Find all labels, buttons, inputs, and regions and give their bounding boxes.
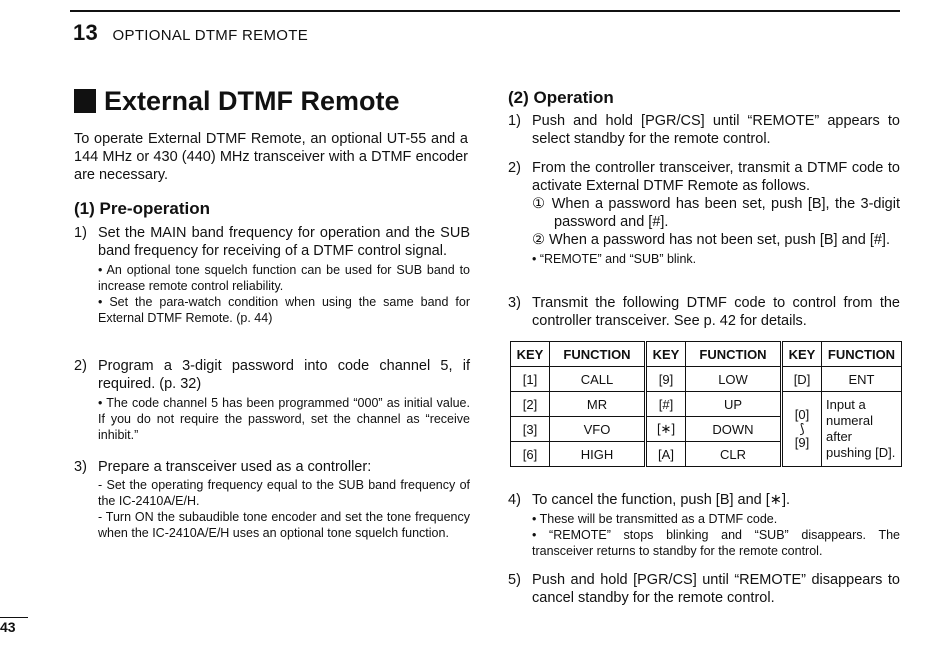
function-range-cell: Input a numeral after pushing [D].	[822, 392, 902, 467]
page-number-rule	[0, 617, 28, 618]
black-square-icon	[74, 89, 96, 113]
table-row: [3] VFO [∗] DOWN	[511, 417, 902, 442]
note: • “REMOTE” and “SUB” blink.	[532, 252, 697, 266]
op-step-5: 5) Push and hold [PGR/CS] until “REMOTE” disappears to cancel standby for the remote control.	[508, 572, 900, 606]
op-step-1: 1) Push and hold [PGR/CS] until “REMOTE” appears to select standby for the remote control.	[508, 113, 900, 147]
op-step-3: 3) Transmit the following DTMF code to control from the controller transceiver. See p. 42 for details.	[508, 295, 900, 329]
note: • These will be transmitted as a DTMF code.	[532, 512, 778, 526]
note: - Turn ON the subaudible tone encoder and set the tone frequency when the IC-2410A/E/H uses an optional tone squelch function.	[98, 510, 470, 540]
intro-text: To operate External DTMF Remote, an optional UT-55 and a 144 MHz or 430 (440) MHz transceiver with a DTMF encoder are necessary.	[74, 131, 468, 183]
preop-step-3: 3) Prepare a transceiver used as a controller: - Set the operating frequency equal to the SUB band frequency of the IC-2410A/E/H. - Turn ON the subaudible tone encoder and set the tone frequency when the IC-2410A/E/H uses an optional tone squelch function.	[74, 459, 470, 540]
operation-heading: (2) Operation	[508, 88, 614, 107]
preop-step-2: 2) Program a 3-digit password into code channel 5, if required. (p. 32) • The code channel 5 has been programmed “000” as initial value. If you do not require the password, set the channel as “receive inhibit.”	[74, 358, 470, 442]
note: • The code channel 5 has been programmed “000” as initial value. If you do not require the password, set the channel as “receive inhibit.”	[98, 396, 470, 442]
note: - Set the operating frequency equal to the SUB band frequency of the IC-2410A/E/H.	[98, 478, 470, 508]
top-rule	[70, 10, 900, 12]
note: • An optional tone squelch function can be used for SUB band to increase remote control reliability.	[98, 263, 470, 293]
table-row: [2] MR [#] UP [0] ⟆ [9] Input a numeral after pushing [D].	[511, 392, 902, 417]
chapter-header	[73, 20, 308, 46]
section-title: External DTMF Remote	[74, 86, 400, 117]
table-header-row: KEY FUNCTION KEY FUNCTION KEY FUNCTION	[511, 342, 902, 367]
note: • Set the para-watch condition when using the same band for External DTMF Remote. (p. 44)	[98, 295, 470, 325]
key-range-cell: [0] ⟆ [9]	[782, 392, 822, 467]
preop-step-1: 1) Set the MAIN band frequency for operation and the SUB band frequency for receiving of a DTMF control signal. • An optional tone squelch function can be used for SUB band to increase remote control reliability. • Set the para-watch condition when using the same band for External DTMF Remote. (p. 44)	[74, 225, 470, 325]
dtmf-key-table	[510, 341, 902, 467]
op-step-2: 2) From the controller transceiver, transmit a DTMF code to activate External DTMF Remote as follows. ① When a password has been set, push [B], the 3-digit password and [#]. ② When a password has not been set, push [B] and [#]. • “REMOTE” and “SUB” blink.	[508, 160, 900, 266]
table-row: [6] HIGH [A] CLR	[511, 442, 902, 467]
table-row: [1] CALL [9] LOW [D] ENT	[511, 367, 902, 392]
note: • “REMOTE” stops blinking and “SUB” disappears. The transceiver returns to standby for the remote control.	[532, 528, 900, 558]
chapter-number: 13	[73, 20, 99, 45]
op-step-4: 4) To cancel the function, push [B] and [∗]. • These will be transmitted as a DTMF code. • “REMOTE” stops blinking and “SUB” disappears. The transceiver returns to standby for the remote control.	[508, 492, 900, 558]
chapter-title: OPTIONAL DTMF REMOTE	[112, 27, 308, 44]
page-number: 43	[0, 619, 16, 635]
preop-heading: (1) Pre-operation	[74, 199, 211, 218]
